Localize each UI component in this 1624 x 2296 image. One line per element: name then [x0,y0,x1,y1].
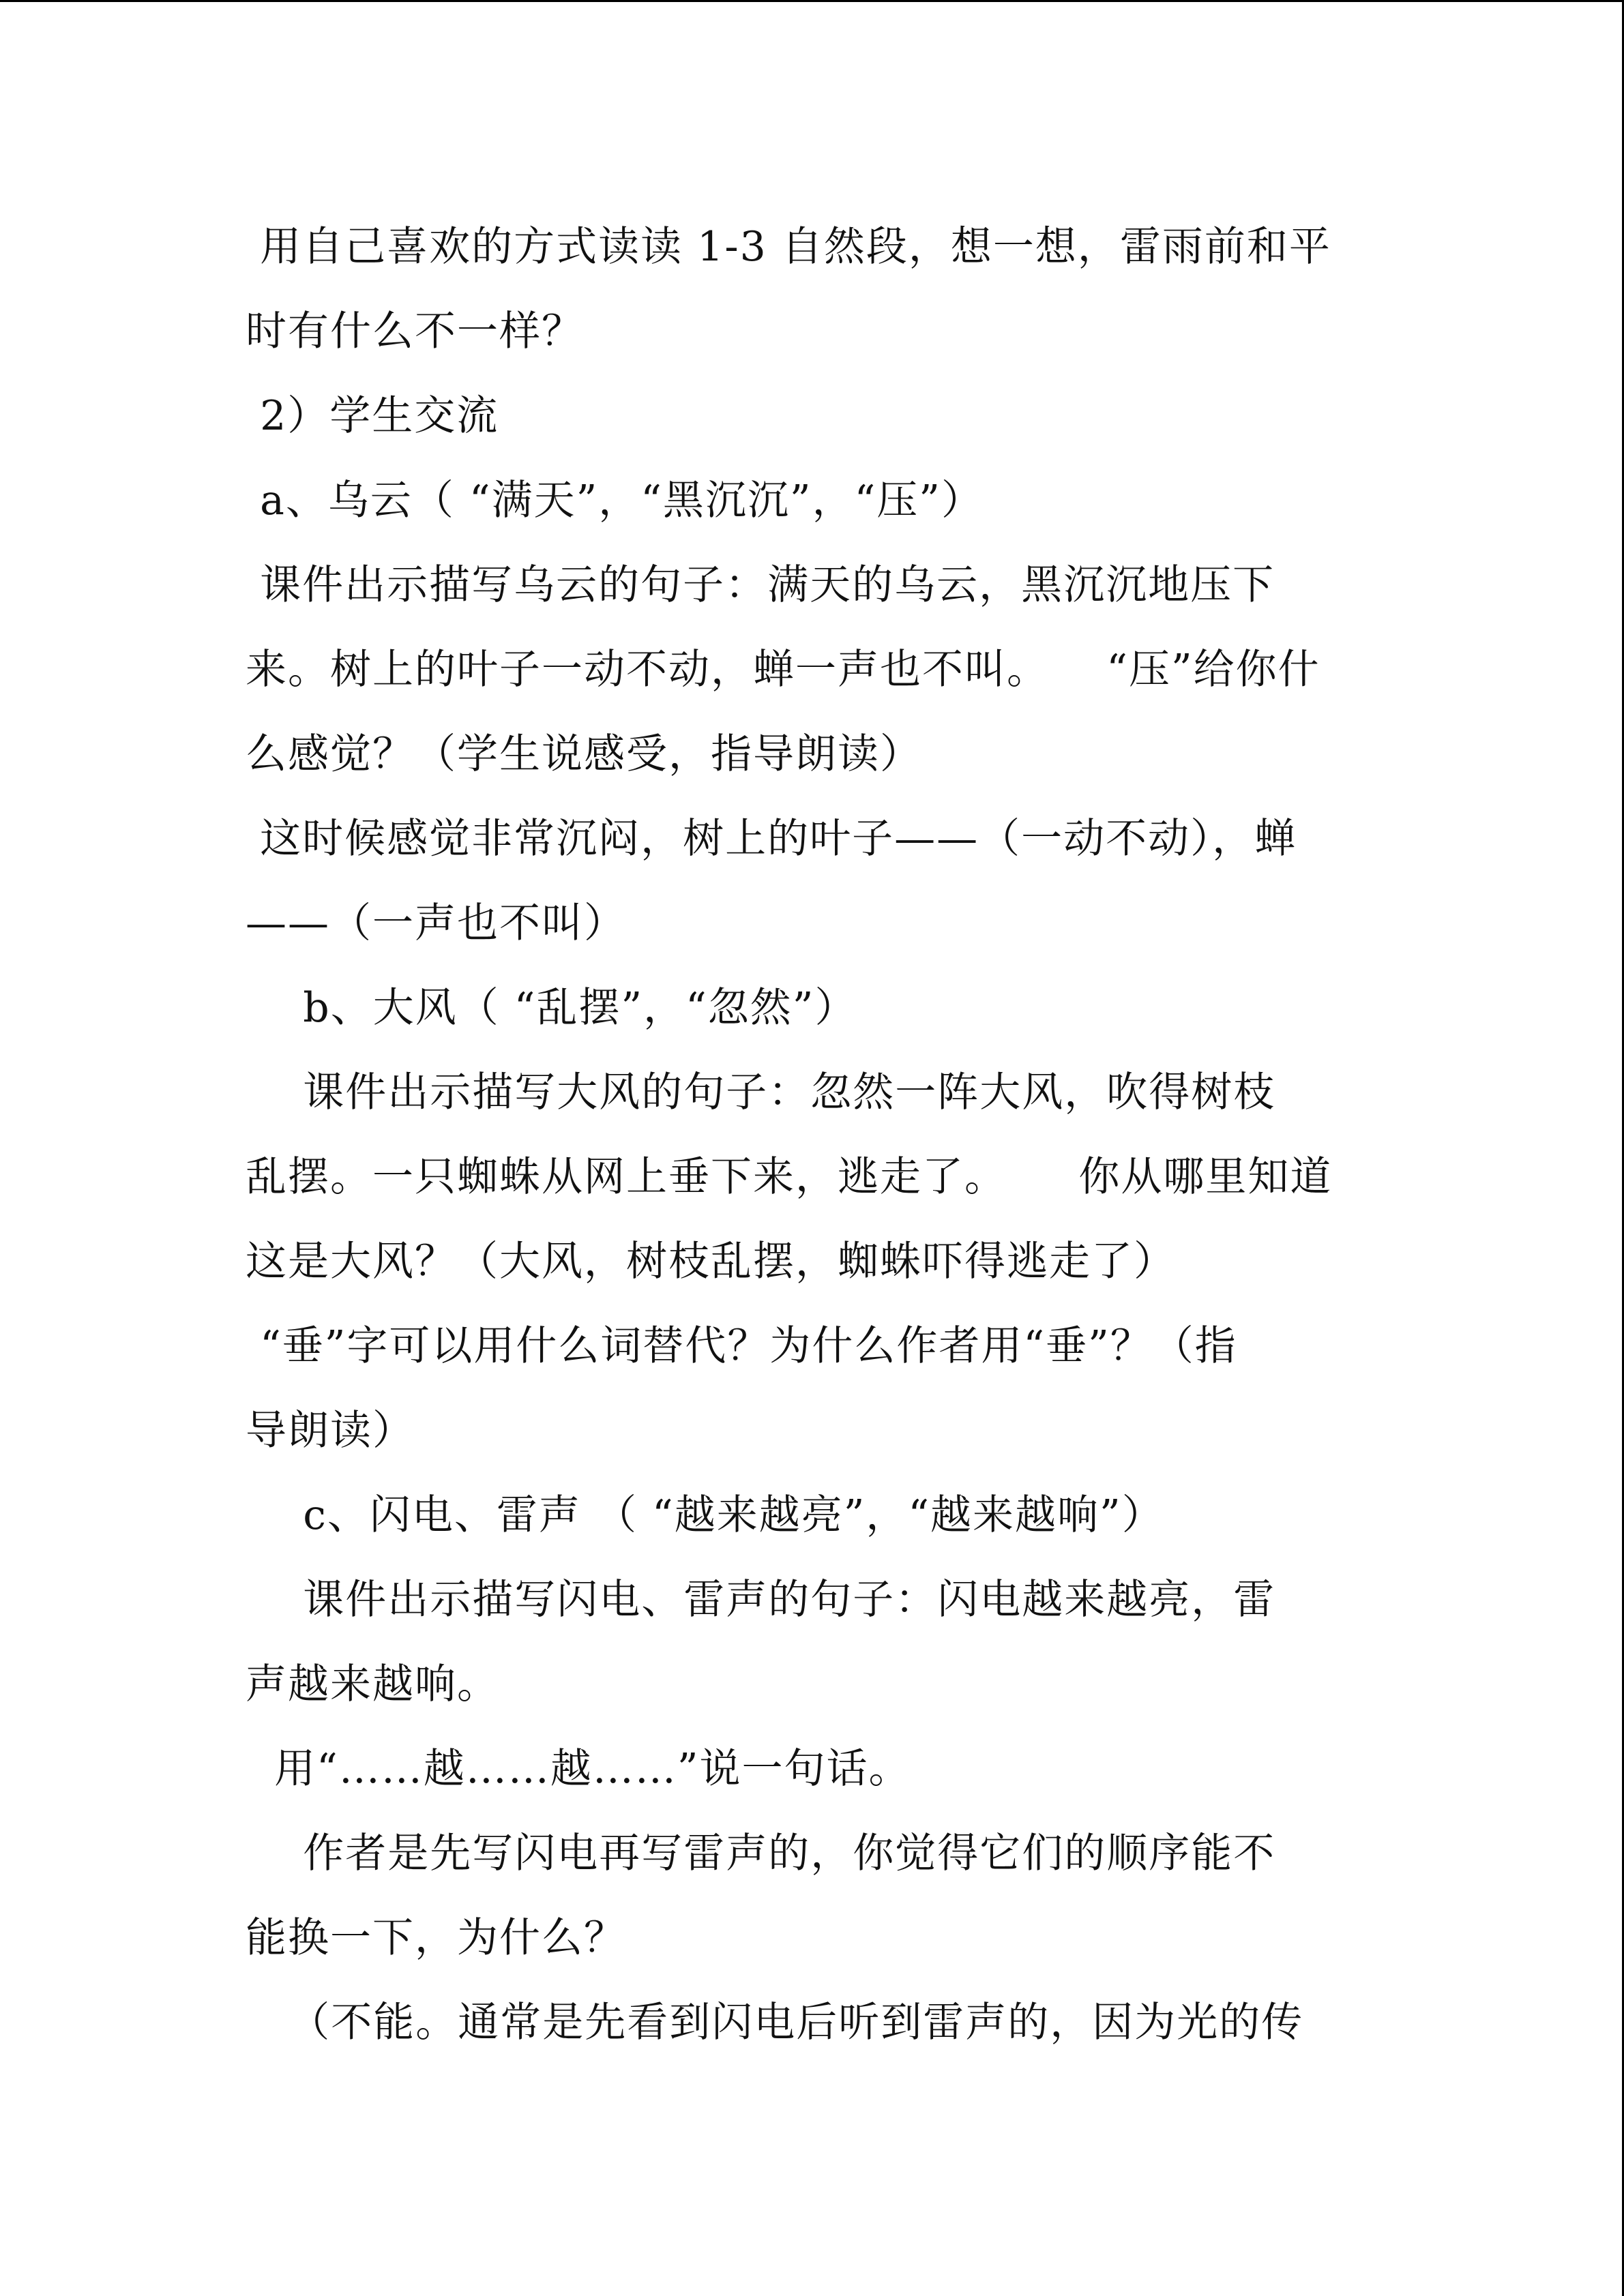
text-line: 2）学生交流 [246,392,499,440]
text-line: 导朗读） [246,1407,415,1455]
text-line: “垂”字可以用什么词替代？为什么作者用“垂”？（指 [246,1322,1237,1370]
text-line: 课件出示描写闪电、雷声的句子：闪电越来越亮，雷 [246,1576,1276,1624]
text-line: （不能。通常是先看到闪电后听到雷声的，因为光的传 [246,1999,1304,2046]
page-top-border [0,0,1624,2]
text-line: 能换一下，为什么？ [246,1914,626,1962]
text-line: 么感觉？（学生说感受，指导朗读） [246,730,922,778]
text-line: ——（一声也不叫） [246,899,626,947]
text-line: 乱摆。一只蜘蛛从网上垂下来，逃走了。 你从哪里知道 [246,1153,1333,1201]
text-line: 用“……越……越……”说一句话。 [246,1745,911,1793]
text-line: 用自己喜欢的方式读读 1-3 自然段，想一想，雷雨前和平 [246,223,1331,271]
text-line: 这时候感觉非常沉闷，树上的叶子——（一动不动），蝉 [246,815,1297,863]
text-line: a、乌云（ “满天”，“黑沉沉”，“压”） [246,477,984,524]
text-line: 作者是先写闪电再写雷声的，你觉得它们的顺序能不 [246,1830,1276,1877]
text-line: 课件出示描写乌云的句子：满天的乌云，黑沉沉地压下 [246,561,1275,609]
text-line: 课件出示描写大风的句子：忽然一阵大风，吹得树枝 [246,1069,1276,1116]
document-page [246,205,1391,2065]
text-line: 时有什么不一样？ [246,308,584,355]
text-line: b、大风（ “乱摆”，“忽然”） [246,984,857,1032]
text-line: 这是大风？（大风，树枝乱摆，蜘蛛吓得逃走了） [246,1238,1176,1285]
text-line: c、闪电、雷声 （ “越来越亮”，“越来越响”） [246,1491,1164,1539]
text-line: 来。树上的叶子一动不动，蝉一声也不叫。 “压”给你什 [246,646,1320,694]
text-line: 声越来越响。 [246,1660,499,1708]
